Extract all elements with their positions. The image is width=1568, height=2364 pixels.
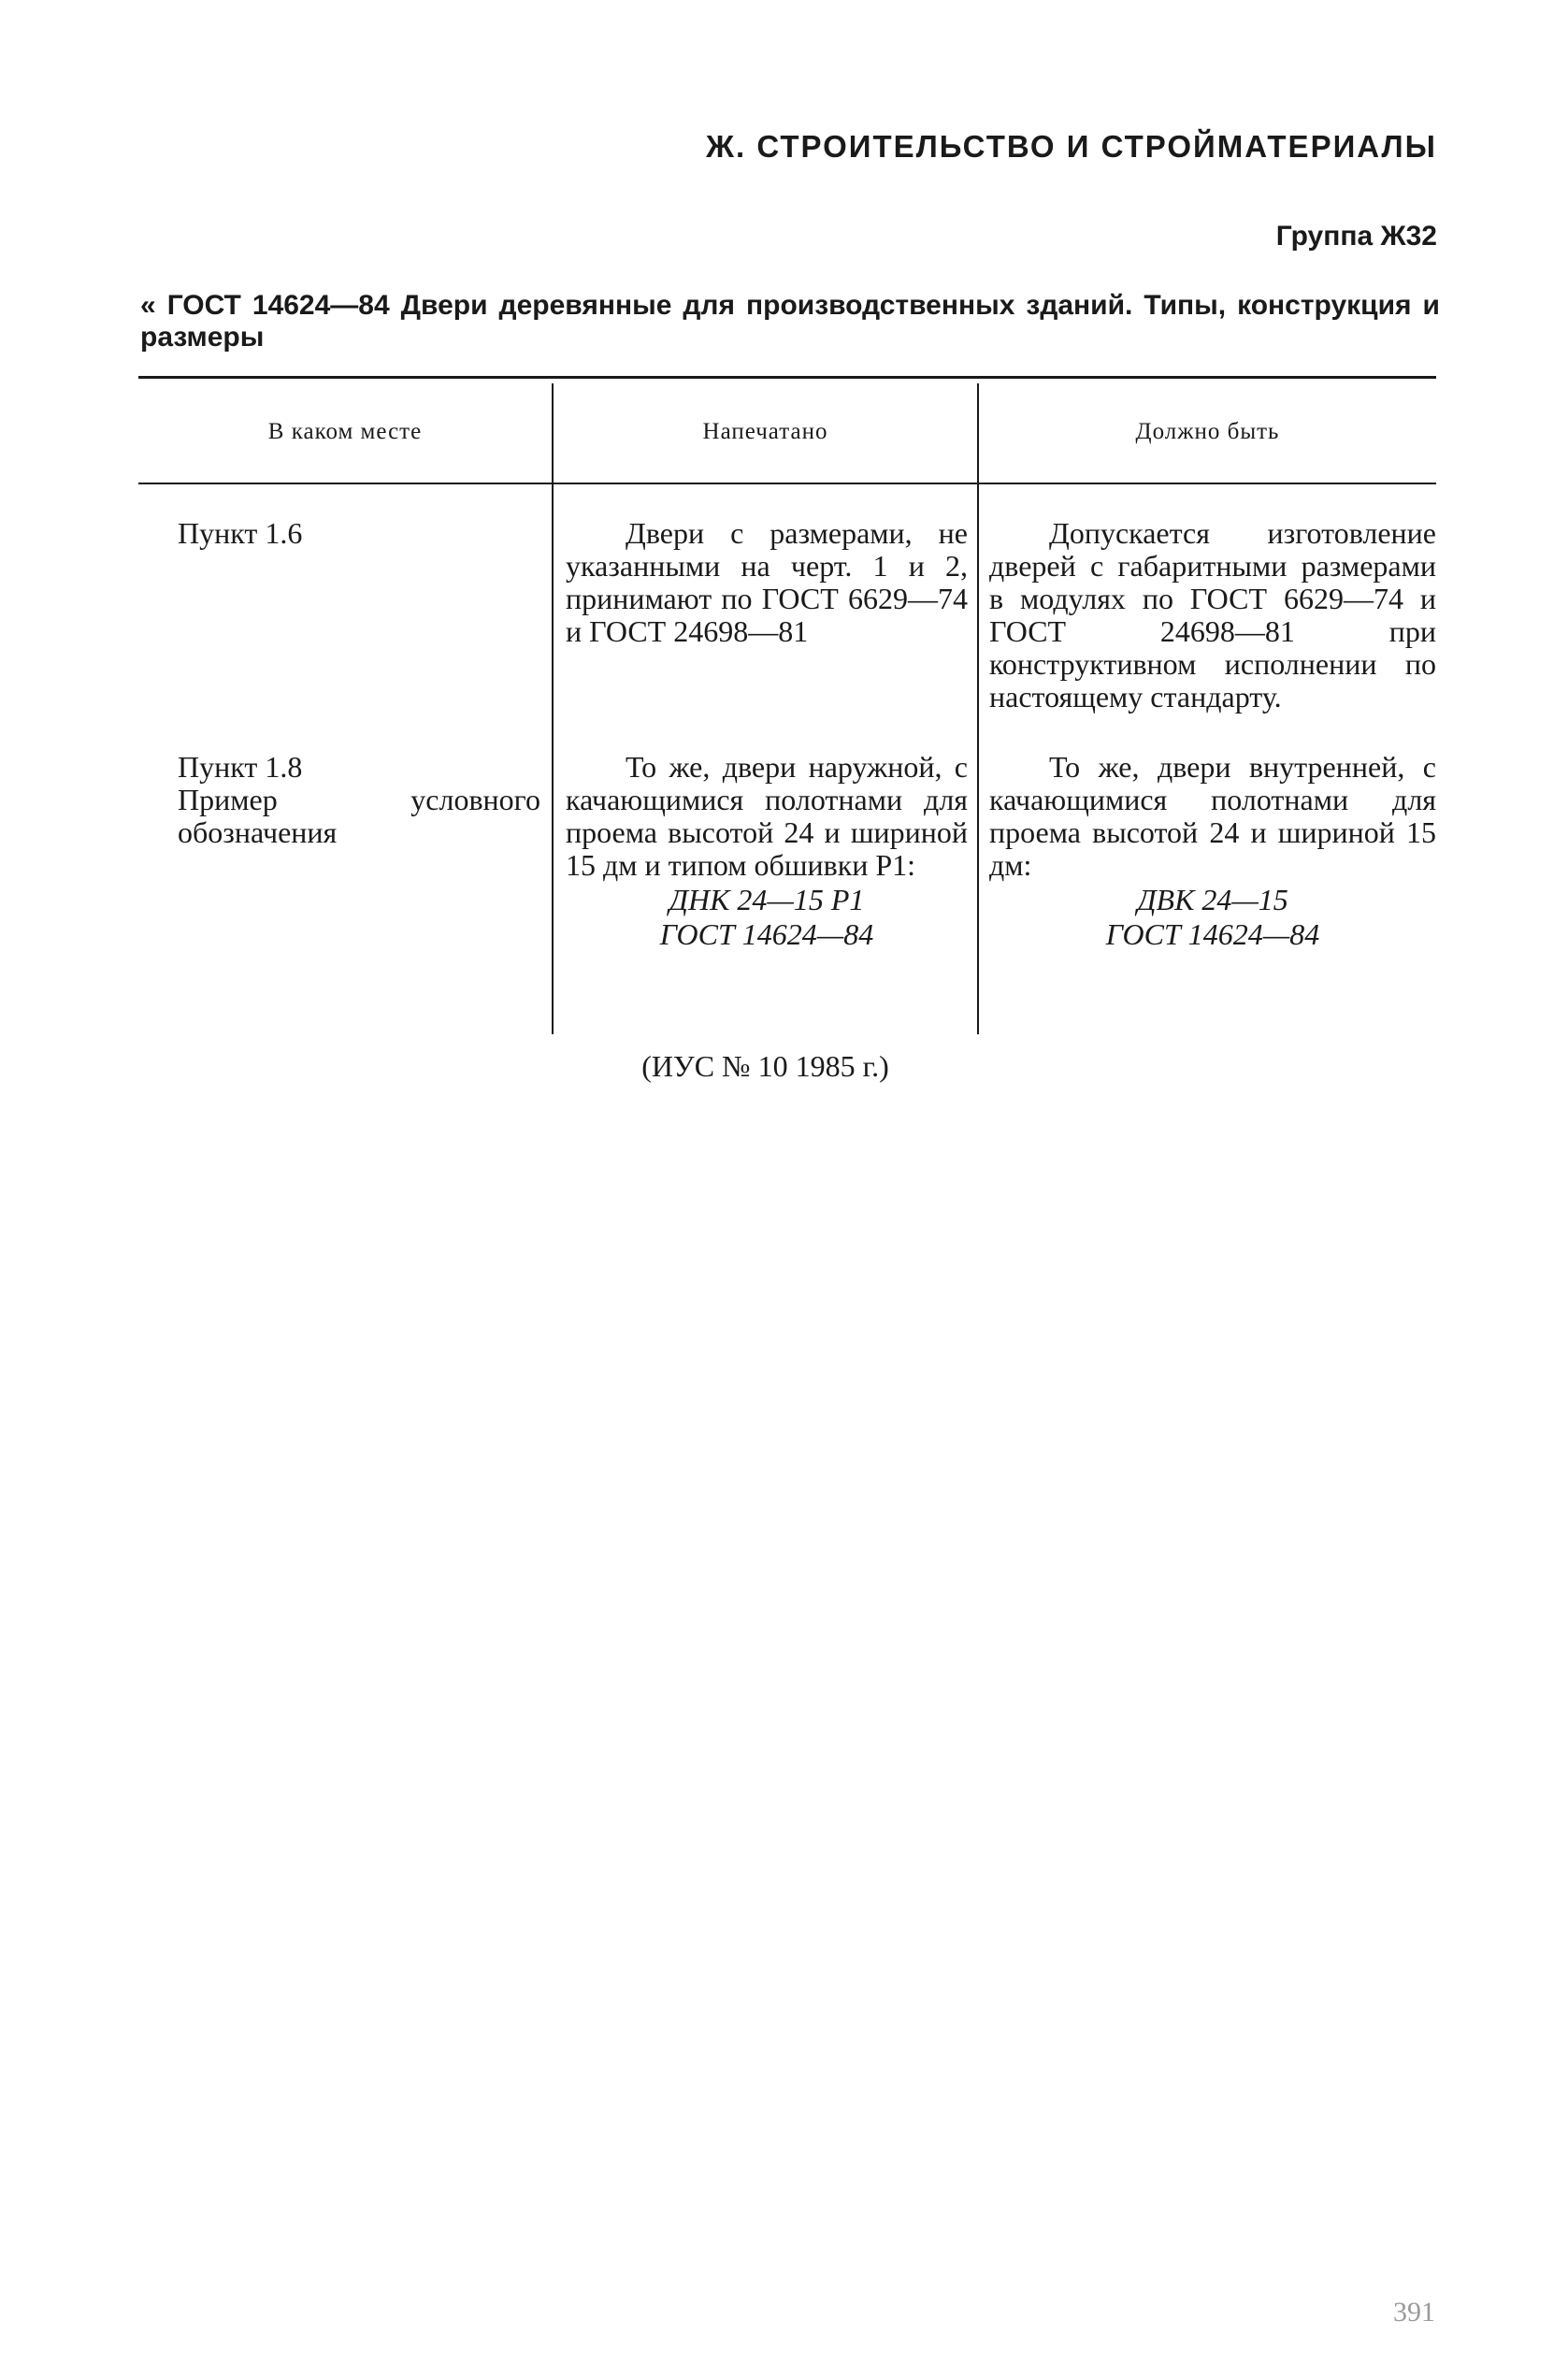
table-row-1-printed: Двери с размерами, не указанными на черт. 1 и 2, принимают по ГОСТ 6629—74 и ГОСТ 24698—81 [566, 516, 968, 648]
source-note: (ИУС № 10 1985 г.) [641, 1049, 889, 1083]
table-row-1-location [138, 517, 540, 550]
printed-text: То же, двери наружной, с качающимися полотнами для проема высотой 24 и шириной 15 дм и типом обшивки Р1: [566, 750, 968, 882]
document-heading: « ГОСТ 14624—84 Двери деревянные для производственных зданий. Типы, конструкция и размеры [140, 290, 1440, 353]
table-header-rule [138, 483, 1436, 484]
column-header-location: В каком месте [267, 419, 423, 444]
location-line: Пункт 1.6 [178, 516, 303, 550]
table-row-1-should-be: Допускается изготовление дверей с габаритными размерами в модулях по ГОСТ 6629—74 и ГОСТ 24698—81 при конструктивном исполнении по настоящему стандарту. [989, 516, 1436, 714]
location-line: Пункт 1.8 [178, 750, 303, 784]
table-top-rule [138, 376, 1436, 379]
table-row-2-should-be [989, 751, 1436, 951]
column-header-should-be: Должно быть [1135, 419, 1280, 444]
column-divider [977, 383, 979, 1034]
should-be-text: То же, двери внутренней, с качающимися полотнами для проема высотой 24 и шириной 15 дм: [989, 750, 1436, 882]
designation-formula: ГОСТ 14624—84 [1105, 917, 1320, 951]
designation-formula: ДВК 24—15 [1137, 883, 1288, 916]
column-divider [552, 383, 554, 1034]
table-row-2-location [138, 751, 540, 849]
page-number: 391 [1393, 2297, 1435, 2328]
location-line: Пример условного обозначения [178, 783, 540, 849]
designation-formula: ДНК 24—15 Р1 [669, 883, 865, 916]
group-label: Группа Ж32 [1275, 221, 1437, 252]
section-title: Ж. СТРОИТЕЛЬСТВО И СТРОЙМАТЕРИАЛЫ [706, 129, 1437, 164]
table-row-2-printed [566, 751, 968, 951]
column-header-printed: Напечатано [702, 419, 828, 444]
designation-formula: ГОСТ 14624—84 [659, 917, 874, 951]
